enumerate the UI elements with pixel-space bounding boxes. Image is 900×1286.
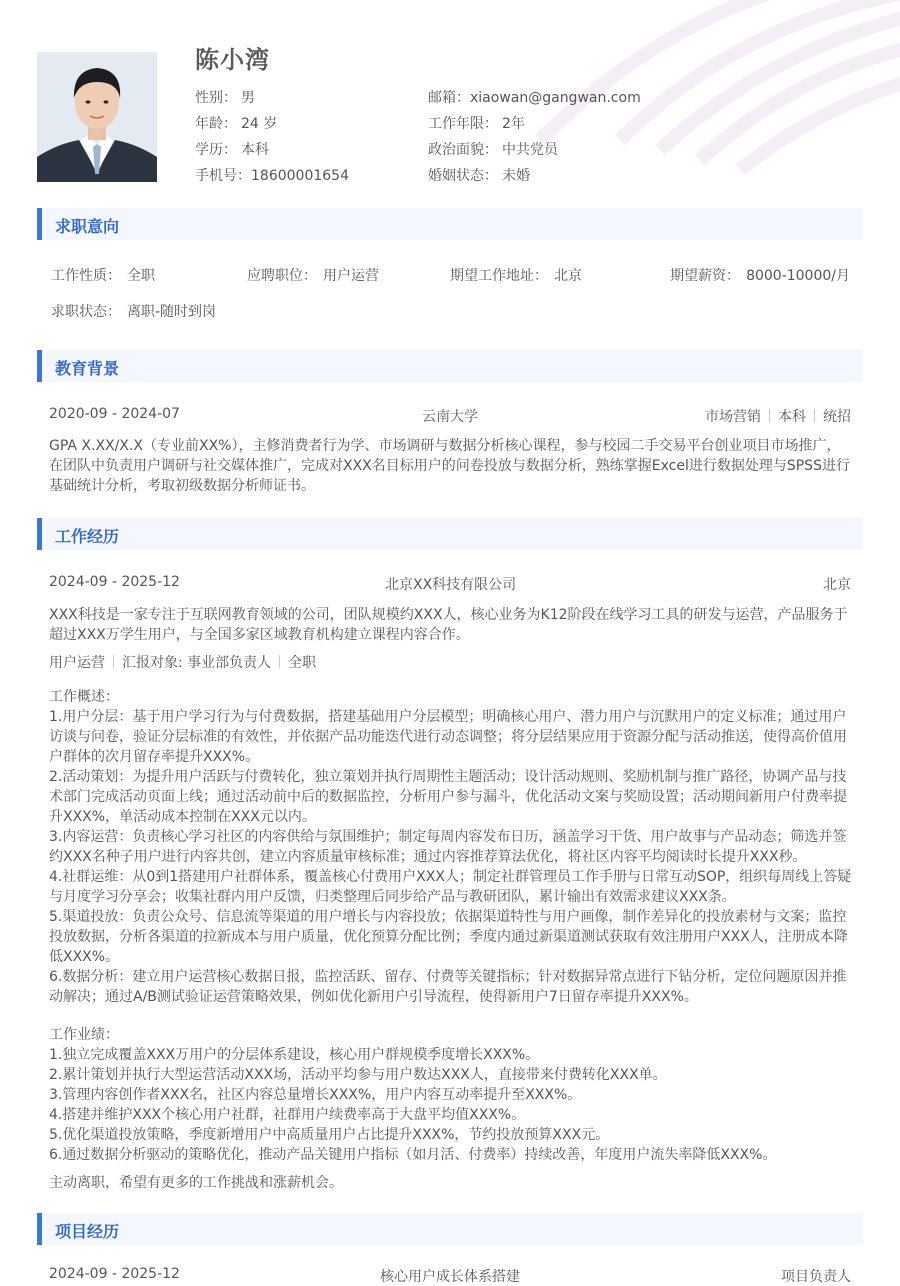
info-gender: 性别： 男 xyxy=(195,90,255,106)
info-marital: 婚姻状态： 未婚 xyxy=(428,168,530,184)
candidate-name: 陈小湾 xyxy=(195,46,270,74)
work-city: 北京 xyxy=(823,577,851,593)
edu-type: 统招 xyxy=(823,409,851,425)
section-accent-bar xyxy=(37,350,42,382)
project-name: 核心用户成长体系搭建 xyxy=(380,1269,520,1285)
project-role: 项目负责人 xyxy=(781,1269,851,1285)
edu-school: 云南大学 xyxy=(422,409,478,425)
edu-meta xyxy=(705,406,851,426)
work-achievements-title: 工作业绩： xyxy=(49,1027,119,1043)
info-work-years: 工作年限： 2年 xyxy=(428,116,525,132)
edu-description: GPA X.XX/X.X（专业前XX%），主修消费者行为学、市场调研与数据分析核心课程，参与校园二手交易平台创业项目市场推广， 在团队中负责用户调研与社交媒体推广，完成对XXX名目标用户的问卷投放与数据分析，熟练掌握Excel进行数据处理与SPSS进行 基础统计分析，考取初级数据分析师证书。 xyxy=(49,438,850,494)
profile-header xyxy=(37,40,863,185)
work-leave-reason: 主动离职，希望有更多的工作挑战和涨薪机会。 xyxy=(49,1175,343,1191)
work-role-meta xyxy=(49,652,316,672)
intent-position: 应聘职位： 用户运营 xyxy=(247,268,379,284)
work-date: 2024-09 - 2025-12 xyxy=(49,574,180,590)
info-phone: 手机号：18600001654 xyxy=(195,168,349,184)
work-company-intro: XXX科技是一家专注于互联网教育领域的公司，团队规模约XXX人，核心业务为K12阶段在线学习工具的研发与运营，产品服务于 超过XXX万学生用户，与全国多家区域教育机构建立课程内容合作。 xyxy=(49,607,848,643)
section-title-project xyxy=(37,1213,863,1245)
edu-degree: 本科 xyxy=(778,409,806,425)
section-accent-bar xyxy=(37,518,42,550)
intent-status: 求职状态： 离职-随时到岗 xyxy=(51,304,217,320)
info-age: 年龄： 24 岁 xyxy=(195,116,278,132)
section-heading: 求职意向 xyxy=(55,217,120,236)
intent-salary: 期望薪资： 8000-10000/月 xyxy=(670,268,850,284)
work-jobtype: 全职 xyxy=(288,655,317,671)
info-political: 政治面貌： 中共党员 xyxy=(428,142,558,158)
intent-location: 期望工作地址： 北京 xyxy=(450,268,582,284)
section-accent-bar xyxy=(37,1213,42,1245)
work-report: 汇报对象: 事业部负责人 xyxy=(122,655,272,671)
section-heading: 工作经历 xyxy=(55,527,120,546)
section-heading: 项目经历 xyxy=(55,1222,120,1241)
work-overview: 工作概述： 1.用户分层：基于用户学习行为与付费数据，搭建基础用户分层模型；明确核心用户、潜力用户与沉默用户的定义标准；通过用户 访谈与问卷，验证分层标准的有效性，并依据产品功能迭代进行动态调整；将分层结果应用于资源分配与活动推送，使得高价值用 户群体的次月留存率提升XXX%。 2.活动策划：为提升用户活跃与付费转化，独立策划并执行周期性主题活动；设计活动规则、奖励机制与推广路径，协调产品与技 术部门完成活动页面上线；通过活动前中后的数据监控，分析用户参与漏斗，优化活动文案与奖励设置；活动期间新用户付费率提 升XXX%，单活动成本控制在XXX元以内。 3.内容运营：负责核心学习社区的内容供给与氛围维护；制定每周内容发布日历，涵盖学习干货、用户故事与产品动态；筛选并签 约XXX名种子用户进行内容共创，建立内容质量审核标准；通过内容推荐算法优化，将社区内容平均阅读时长提升XXX秒。 4.社群运维：从0到1搭建用户社群体系，覆盖核心付费用户XXX人；制定社群管理员工作手册与日常互动SOP，组织每周线上答疑 与月度学习分享会；收集社群内用户反馈，归类整理后同步给产品与教研团队，累计输出有效需求建议XXX条。 5.渠道投放：负责公众号、信息流等渠道的用户增长与内容投放；依据渠道特性与用户画像，制作差异化的投放素材与文案；监控 投放数据，分析各渠道的拉新成本与用户质量，优化预算分配比例；季度内通过新渠道测试获取有效注册用户XXX人，注册成本降 低XXX%。 6.数据分析：建立用户运营核心数据日报，监控活跃、留存、付费等关键指标；针对数据异常点进行下钻分析，定位问题原因并推 动解决；通过A/B测试验证运营策略效果，例如优化新用户引导流程，使得新用户7日留存率提升XXX%。 xyxy=(49,689,852,1005)
section-title-intent xyxy=(37,208,863,240)
section-title-work xyxy=(37,518,863,550)
avatar xyxy=(37,52,157,182)
section-heading: 教育背景 xyxy=(55,359,120,378)
section-accent-bar xyxy=(37,208,42,240)
edu-major: 市场营销 xyxy=(705,409,761,425)
work-overview-title: 工作概述： xyxy=(49,689,119,705)
edu-date: 2020-09 - 2024-07 xyxy=(49,406,180,422)
section-title-education xyxy=(37,350,863,382)
intent-job-type: 工作性质： 全职 xyxy=(51,268,155,284)
info-email: 邮箱：xiaowan@gangwan.com xyxy=(428,90,641,106)
info-education: 学历： 本科 xyxy=(195,142,269,158)
project-date: 2024-09 - 2025-12 xyxy=(49,1266,180,1282)
work-company: 北京XX科技有限公司 xyxy=(385,577,517,593)
work-achievements: 工作业绩： 1.独立完成覆盖XXX万用户的分层体系建设，核心用户群规模季度增长XXX%。 2.累计策划并执行大型运营活动XXX场，活动平均参与用户数达XXX人，直接带来付费转化XXX单。 3.管理内容创作者XXX名，社区内容总量增长XXX%，用户内容互动率提升至XXX%。 4.搭建并维护XXX个核心用户社群，社群用户续费率高于大盘平均值XXX%。 5.优化渠道投放策略，季度新增用户中高质量用户占比提升XXX%，节约投放预算XXX元。 6.通过数据分析驱动的策略优化，推动产品关键用户指标（如月活、付费率）持续改善，年度用户流失率降低XXX%。 xyxy=(49,1025,853,1165)
work-role: 用户运营 xyxy=(49,655,105,671)
